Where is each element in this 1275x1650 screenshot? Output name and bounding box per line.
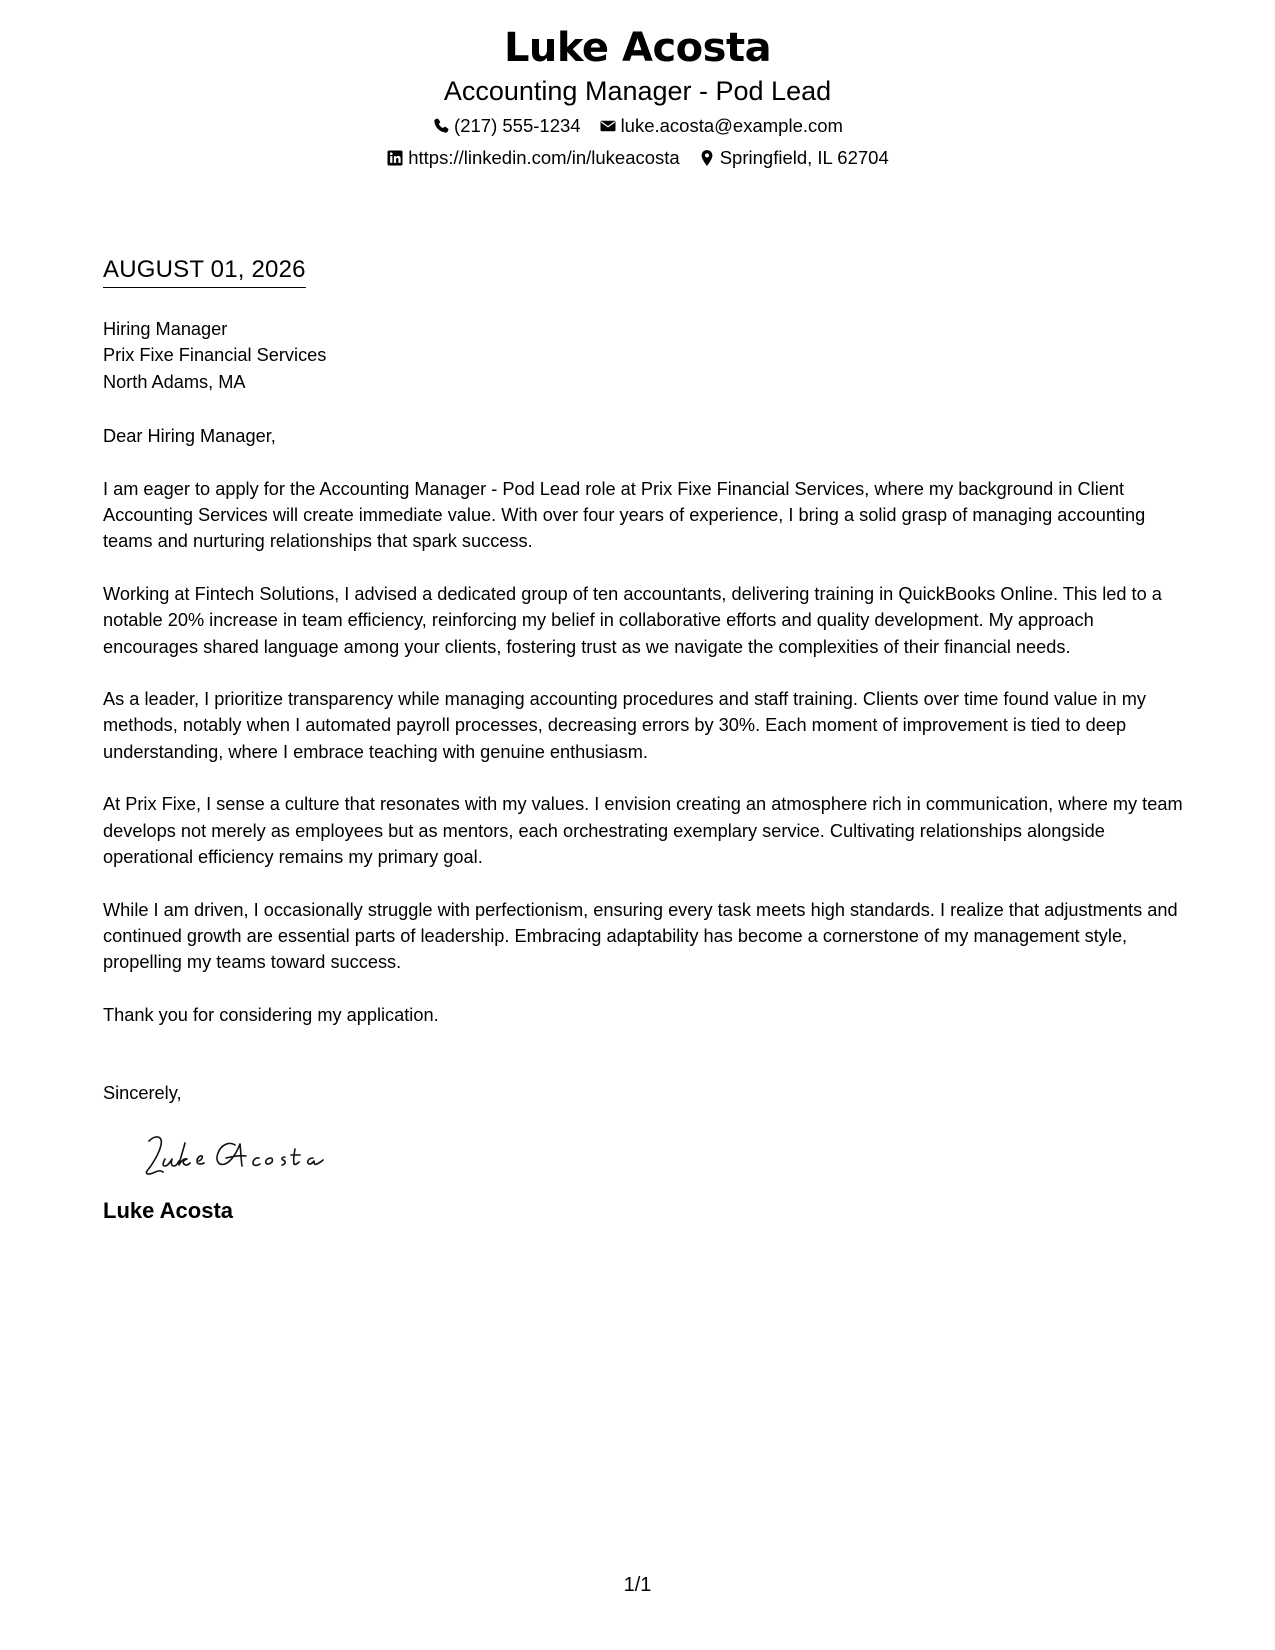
- contact-phone: [432, 114, 581, 138]
- handwritten-signature: [135, 1127, 1183, 1187]
- phone-number: (217) 555-1234: [454, 115, 581, 136]
- phone-icon: [432, 117, 450, 135]
- envelope-icon: [599, 117, 617, 135]
- letter-body: [103, 316, 1183, 1225]
- recipient-block: [103, 316, 1183, 395]
- email-address[interactable]: luke.acosta@example.com: [620, 115, 843, 136]
- location-text: Springfield, IL 62704: [719, 147, 889, 168]
- recipient-company: Prix Fixe Financial Services: [103, 345, 327, 366]
- contact-line-secondary: [0, 146, 1275, 170]
- paragraph: At Prix Fixe, I sense a culture that resonates with my values. I envision creating an atmosphere rich in communication, where my team develops not merely as employees but as mentors, each orchestrating exemplary service. Cultivating relationships alongside operational efficiency remains my primary goal.: [103, 794, 1183, 868]
- applicant-role: Accounting Manager - Pod Lead: [443, 76, 832, 106]
- contact-location: [698, 146, 889, 170]
- letter-header: [0, 22, 1275, 170]
- closing: Sincerely,: [103, 1083, 182, 1104]
- paragraph: While I am driven, I occasionally struggle with perfectionism, ensuring every task meets high standards. I realize that adjustments and continued growth are essential parts of leadership. Embracing adaptability has become a cornerstone of my management style, propelling my teams toward success.: [103, 899, 1178, 973]
- paragraph: I am eager to apply for the Accounting Manager - Pod Lead role at Prix Fixe Financial Services, where my background in Client Accounting Services will create immediate value. With over four years of experience, I bring a solid grasp of managing accounting teams and nurturing relationships that spark success.: [103, 478, 1146, 552]
- salutation: Dear Hiring Manager,: [103, 426, 276, 447]
- contact-linkedin[interactable]: [386, 146, 679, 170]
- contact-email[interactable]: [599, 114, 843, 138]
- contact-line-primary: [0, 114, 1275, 138]
- applicant-name: Luke Acosta: [503, 25, 772, 71]
- page-number: 1/1: [623, 1574, 652, 1596]
- recipient-location: North Adams, MA: [103, 371, 246, 392]
- linkedin-url[interactable]: https://linkedin.com/in/lukeacosta: [408, 147, 680, 168]
- paragraph: As a leader, I prioritize transparency while managing accounting procedures and staff training. Clients over time found value in my methods, notably when I automated payroll processes, decreasing errors by 30%. Each moment of improvement is tied to deep understanding, where I embrace teaching with genuine enthusiasm.: [103, 689, 1146, 762]
- recipient-title: Hiring Manager: [103, 319, 228, 339]
- paragraph: Thank you for considering my application.: [103, 1004, 439, 1025]
- letter-date: AUGUST 01, 2026: [103, 255, 306, 288]
- paragraph: Working at Fintech Solutions, I advised a dedicated group of ten accountants, delivering training in QuickBooks Online. This led to a notable 20% increase in team efficiency, reinforcing my belief in collaborative efforts and quality development. My approach encourages shared language among your clients, fostering trust as we navigate the complexities of their financial needs.: [103, 583, 1162, 657]
- signed-name: Luke Acosta: [103, 1197, 234, 1223]
- linkedin-icon: [386, 149, 404, 167]
- map-pin-icon: [698, 149, 716, 167]
